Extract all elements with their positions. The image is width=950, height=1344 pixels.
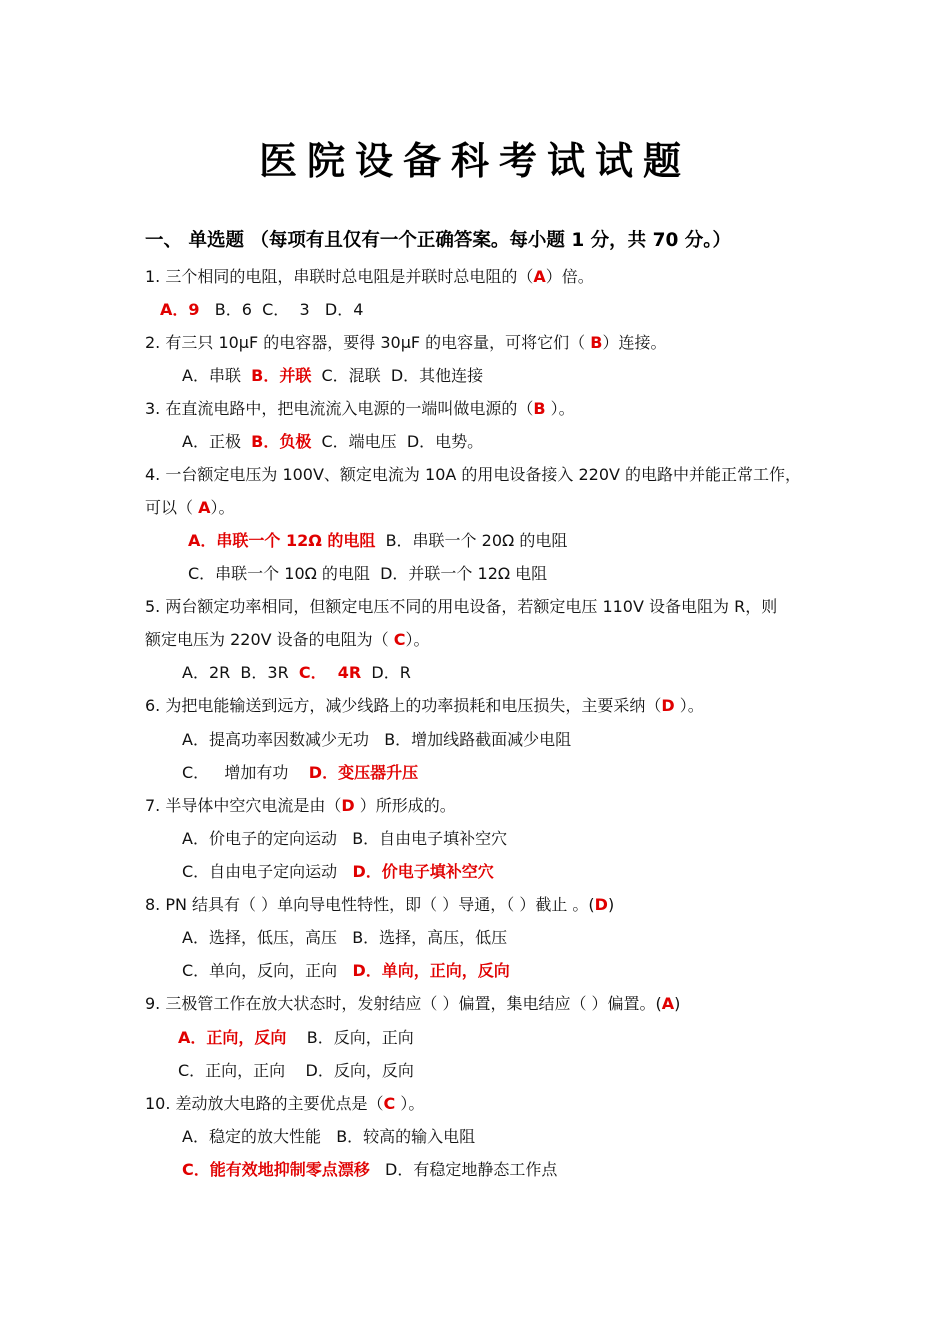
- section-heading: 一、 单选题 （每项有且仅有一个正确答案。每小题 1 分，共 70 分。）: [145, 230, 732, 251]
- line-text: ）。: [674, 696, 704, 715]
- question-4: [145, 463, 801, 487]
- line-text: 额定电压为 220V 设备的电阻为（: [145, 630, 394, 649]
- options-5: [182, 661, 411, 685]
- options-2: [182, 364, 483, 388]
- question-1: [145, 265, 594, 289]
- line-text: ）。: [405, 630, 430, 649]
- line-text: 7. 半导体中空穴电流是由（: [145, 796, 342, 815]
- line-text: 可以（: [145, 498, 199, 517]
- options-8b: [182, 959, 510, 983]
- line-text: 9. 三极管工作在放大状态时，发射结应（ ）偏置，集电结应（ ）偏置。(: [145, 994, 662, 1013]
- options-7b: [182, 860, 494, 884]
- options-8a: [182, 926, 507, 950]
- answer-text: A．9: [160, 300, 200, 319]
- options-4b: [188, 562, 547, 586]
- question-8: [145, 893, 614, 917]
- answer-text: A: [661, 994, 675, 1013]
- line-text: ）连接。: [602, 333, 667, 352]
- line-text: B．反向，正向: [286, 1028, 414, 1047]
- line-text: 1. 三个相同的电阻，串联时总电阻是并联时总电阻的（: [145, 267, 534, 286]
- options-9a: [178, 1026, 414, 1050]
- line-text: 10. 差动放大电路的主要优点是（: [145, 1094, 384, 1113]
- line-text: C．端电压 D．电势。: [311, 432, 484, 451]
- line-text: D．R: [361, 663, 411, 682]
- answer-text: C: [393, 630, 406, 649]
- line-text: ): [607, 895, 615, 914]
- options-7a: [182, 827, 507, 851]
- line-text: ）。: [210, 498, 235, 517]
- answer-text: C．能有效地抑制零点漂移: [182, 1160, 370, 1179]
- answer-text: D．变压器升压: [308, 763, 419, 782]
- answer-text: D: [594, 895, 608, 914]
- line-text: 6. 为把电能输送到远方，减少线路上的功率损耗和电压损失，主要采纳（: [145, 696, 662, 715]
- line-text: 4. 一台额定电压为 100V、额定电流为 10A 的用电设备接入 220V 的电路中并能正常工作，: [145, 465, 802, 484]
- line-text: C．自由电子定向运动: [182, 862, 353, 881]
- question-6: [145, 694, 704, 718]
- answer-text: C． 4R: [298, 663, 362, 682]
- line-text: 2. 有三只 10μF 的电容器，要得 30μF 的电容量，可将它们（: [145, 333, 591, 352]
- answer-text: A: [533, 267, 546, 286]
- question-5-cont: [145, 628, 430, 652]
- options-3: [182, 430, 483, 454]
- answer-text: D．单向，正向，反向: [352, 961, 510, 980]
- line-text: ）所形成的。: [354, 796, 456, 815]
- question-10: [145, 1092, 424, 1116]
- line-text: ）。: [545, 399, 575, 418]
- line-text: B．串联一个 20Ω 的电阻: [375, 531, 568, 550]
- line-text: C．混联 D．其他连接: [311, 366, 484, 385]
- question-2: [145, 331, 667, 355]
- line-text: A．价电子的定向运动 B．自由电子填补空穴: [182, 829, 508, 848]
- options-4a: [188, 529, 567, 553]
- answer-text: B．并联: [251, 366, 312, 385]
- line-text: C．正向，正向 D．反向，反向: [178, 1061, 414, 1080]
- document-title: 医院设备科考试试题: [258, 138, 691, 183]
- question-5: [145, 595, 777, 619]
- answer-text: B．负极: [251, 432, 312, 451]
- line-text: A．稳定的放大性能 B．较高的输入电阻: [182, 1127, 476, 1146]
- question-3: [145, 397, 575, 421]
- line-text: A．提高功率因数减少无功 B．增加线路截面减少电阻: [182, 730, 572, 749]
- question-9: [145, 992, 680, 1016]
- line-text: ）。: [395, 1094, 425, 1113]
- line-text: C．单向，反向，正向: [182, 961, 353, 980]
- line-text: A．串联: [182, 366, 252, 385]
- question-4-cont: [145, 496, 235, 520]
- answer-text: A．串联一个 12Ω 的电阻: [188, 531, 376, 550]
- line-text: A．选择，低压，高压 B．选择，高压，低压: [182, 928, 508, 947]
- question-7: [145, 794, 456, 818]
- options-6b: [182, 761, 418, 785]
- line-text: C．串联一个 10Ω 的电阻 D．并联一个 12Ω 电阻: [188, 564, 548, 583]
- options-10a: [182, 1125, 475, 1149]
- line-text: A．正极: [182, 432, 252, 451]
- answer-text: D: [341, 796, 355, 815]
- answer-text: B: [533, 399, 546, 418]
- answer-text: A．正向，反向: [178, 1028, 287, 1047]
- line-text: 5. 两台额定功率相同，但额定电压不同的用电设备，若额定电压 110V 设备电阻为 R，则: [145, 597, 778, 616]
- options-6a: [182, 728, 571, 752]
- answer-text: B: [590, 333, 603, 352]
- options-1: [160, 298, 363, 322]
- options-9b: [178, 1059, 414, 1083]
- answer-text: C: [383, 1094, 396, 1113]
- options-10b: [182, 1158, 557, 1182]
- line-text: C． 增加有功: [182, 763, 309, 782]
- answer-text: A: [198, 498, 211, 517]
- answer-text: D: [661, 696, 675, 715]
- line-text: 8. PN 结具有（ ）单向导电性特性，即（ ）导通，（ ）截止 。(: [145, 895, 595, 914]
- line-text: A．2R B．3R: [182, 663, 299, 682]
- answer-text: D．价电子填补空穴: [352, 862, 494, 881]
- line-text: B．6 C． 3 D．4: [199, 300, 364, 319]
- line-text: D．有稳定地静态工作点: [369, 1160, 558, 1179]
- line-text: ): [674, 994, 681, 1013]
- line-text: ）倍。: [545, 267, 594, 286]
- line-text: 3. 在直流电路中，把电流流入电源的一端叫做电源的（: [145, 399, 534, 418]
